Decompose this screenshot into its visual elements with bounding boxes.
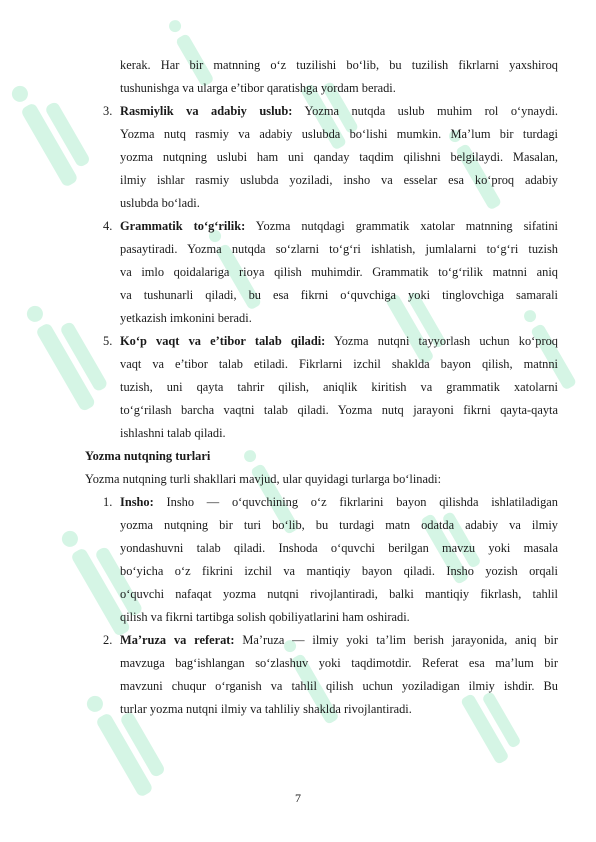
list-item-term: Ko‘p vaqt va e’tibor talab qiladi: [120,334,326,348]
list-number: 1. [103,495,113,509]
list-item-line: bo‘yicha o‘z fikrini izchil va mantiqiy bayon qiladi. Insho yozish orqali [120,564,558,578]
list-number: 5. [103,334,113,348]
list-item-line: mavzuga bag‘ishlangan so‘zlashuv yoki taqdimotdir. Referat esa ma’lum bir [120,656,558,670]
list-item-line [120,632,558,648]
list-item-line: yetkazish imkonini beradi. [120,311,252,325]
list-item-line: ishlashni talab qiladi. [120,426,226,440]
list-item-line: o‘quvchi nafaqat yozma nutqni rivojlantiradi, balki mantiqiy fikrlash, tahlil [120,587,558,601]
section-intro: Yozma nutqning turli shakllari mavjud, ular quyidagi turlarga bo‘linadi: [85,472,442,486]
list-item-line: pasaytiradi. Yozma nutqda so‘zlarni to‘g‘ri ishlatish, jumlalarni to‘g‘ri tuzish [120,242,558,256]
list-item-term: Ma’ruza va referat: [120,633,235,647]
list-item-line [120,103,558,119]
list-item-line: to‘g‘rilash barcha vaqtni talab qiladi. Yozma nutq jarayoni fikrni qayta-qayta [120,403,558,417]
list-item-line: qilish va fikrni tartibga solish qobiliyatlarini ham oshiradi. [120,610,410,624]
list-item-term: Insho: [120,495,154,509]
list-item-text: Yozma nutqda uslub muhim rol o‘ynaydi. [292,104,558,118]
list-item-text: Insho — o‘quvchining o‘z fikrlarini bayon qilishda ishlatiladigan [153,495,558,509]
list-item-term: Rasmiylik va adabiy uslub: [120,104,293,118]
list-item-line: yozma nutqning uslubi ham uni qanday taqdim qilishni belgilaydi. Masalan, [120,150,558,164]
list-item-line: uslubda bo‘ladi. [120,196,200,210]
list-item-line: turlar yozma nutqni ilmiy va tahliliy shaklda rivojlantiradi. [120,702,412,716]
list-item-line: ilmiy ishlar rasmiy uslubda yoziladi, insho va esselar esa ko‘proq adabiy [120,173,558,187]
list-item-line: yozma nutqning bir turi bo‘lib, bu turdagi matn odatda adabiy va ilmiy [120,518,558,532]
list-item-line: va tushunarli qiladi, bu esa fikrni o‘quvchiga yoki tinglovchiga samarali [120,288,558,302]
list-item-text: Yozma nutqni tayyorlash uchun ko‘proq [325,334,558,348]
page-number: 7 [295,791,301,805]
list-item-line: va imlo qoidalariga rioya qilish muhimdir. Grammatik to‘g‘rilik matnni aniq [120,265,558,279]
list-item-line: vaqt va e’tibor talab etiladi. Fikrlarni izchil shaklda bayon qilish, matnni [120,357,558,371]
list-item-term: Grammatik to‘g‘rilik: [120,219,246,233]
list-number: 2. [103,633,113,647]
paragraph-line: kerak. Har bir matnning o‘z tuzilishi bo‘lib, bu tuzilish fikrlarni yaxshiroq [120,58,558,72]
list-item-line: tuzish, uni qayta tahrir qilish, aniqlik kiritish va grammatik xatolarni [120,380,558,394]
list-item-line: yondashuvni talab qiladi. Inshoda o‘quvchi berilgan mavzu yoki masala [120,541,558,555]
list-item-line: Yozma nutq rasmiy va adabiy uslubda bo‘lishi mumkin. Ma’lum bir turdagi [120,127,558,141]
list-item-line [120,218,558,234]
list-number: 4. [103,219,113,233]
section-heading: Yozma nutqning turlari [85,449,211,463]
list-item-text: Ma’ruza — ilmiy yoki ta’lim berish jarayonida, aniq bir [234,633,558,647]
list-item-line [120,333,558,349]
list-item-line: mavzuni chuqur o‘rganish va tahlil qilish uchun yoziladigan ilmiy ishdir. Bu [120,679,558,693]
paragraph-line: tushunishga va ularga e’tibor qaratishga yordam beradi. [120,81,396,95]
list-number: 3. [103,104,113,118]
list-item-line [120,494,558,510]
list-item-text: Yozma nutqdagi grammatik xatolar matnning sifatini [245,219,558,233]
